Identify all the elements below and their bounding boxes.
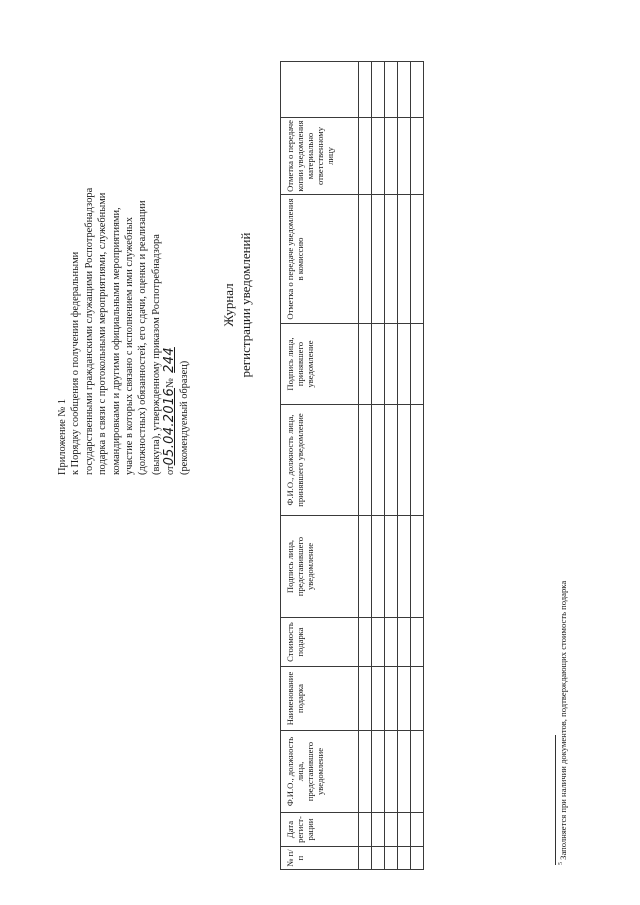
table-cell xyxy=(372,405,385,516)
column-header-date: Дата регист-рации xyxy=(281,813,359,847)
registration-table xyxy=(280,61,424,870)
table-cell xyxy=(372,667,385,731)
table-cell xyxy=(398,813,411,847)
table-cell xyxy=(385,195,398,324)
sample-note: (рекомендуемый образец) xyxy=(178,360,190,475)
footnote-marker: 5 xyxy=(558,862,565,865)
table-cell xyxy=(398,618,411,667)
table-cell xyxy=(385,667,398,731)
table-header-row xyxy=(281,62,359,870)
heading-line: участие в которых связано с исполнением ими служебных xyxy=(124,217,136,475)
table-cell xyxy=(385,118,398,195)
heading-line: (должностных) обязанностей, его сдачи, оценки и реализации xyxy=(137,200,149,475)
table-cell xyxy=(359,667,372,731)
handwritten-order-number: 244 xyxy=(162,347,178,373)
table-row xyxy=(398,62,411,870)
table-cell xyxy=(372,324,385,405)
table-cell xyxy=(398,667,411,731)
table-cell xyxy=(372,118,385,195)
table-cell xyxy=(372,62,385,118)
table-row xyxy=(359,62,372,870)
table-cell xyxy=(359,516,372,618)
table-cell xyxy=(359,813,372,847)
table-cell xyxy=(411,62,424,118)
table-cell xyxy=(385,731,398,813)
journal-subtitle: регистрации уведомлений xyxy=(238,232,253,378)
table-cell xyxy=(398,405,411,516)
table-cell xyxy=(398,118,411,195)
table-cell xyxy=(411,516,424,618)
table-row xyxy=(385,62,398,870)
table-cell xyxy=(372,731,385,813)
table-cell xyxy=(385,618,398,667)
table-cell xyxy=(359,618,372,667)
heading-line: подарка в связи с протокольными мероприятиями, служебными xyxy=(97,192,109,475)
table-cell xyxy=(411,195,424,324)
column-header-number: № п/п xyxy=(281,847,359,870)
table-cell xyxy=(359,62,372,118)
journal-title-block xyxy=(220,5,254,605)
table-cell xyxy=(359,118,372,195)
table-cell xyxy=(359,324,372,405)
table-cell xyxy=(411,118,424,195)
table-cell xyxy=(398,516,411,618)
table-cell xyxy=(372,813,385,847)
column-header-copy-mark: Отметка о передаче копии уведомления материально ответственному лицу xyxy=(281,118,359,195)
table-cell xyxy=(411,405,424,516)
heading-line: государственными гражданскими служащими Роспотребнадзора xyxy=(83,187,95,475)
column-header-receiver-signature: Подпись лица, принявшего уведомление xyxy=(281,324,359,405)
column-header-presenter-signature: Подпись лица, представившего уведомление xyxy=(281,516,359,618)
footnote xyxy=(558,581,568,865)
table-cell xyxy=(411,813,424,847)
table-cell xyxy=(359,405,372,516)
appendix-heading xyxy=(56,55,191,475)
table-cell xyxy=(398,731,411,813)
table-cell xyxy=(385,62,398,118)
table-cell xyxy=(385,516,398,618)
table-row xyxy=(372,62,385,870)
column-header-gift-name: Наименование подарка xyxy=(281,667,359,731)
heading-line: Приложение № 1 xyxy=(57,398,68,475)
order-prefix: от xyxy=(165,465,177,475)
column-header-gift-value: Стоимость подарка xyxy=(281,618,359,667)
footnote-separator xyxy=(555,735,556,865)
table-row xyxy=(411,62,424,870)
table-cell xyxy=(372,618,385,667)
column-header-commission-mark: Отметка о передаче уведомления в комиссию xyxy=(281,195,359,324)
table-body xyxy=(359,62,424,870)
table-cell xyxy=(411,847,424,870)
table-cell xyxy=(359,731,372,813)
table-cell xyxy=(385,405,398,516)
table-cell xyxy=(359,847,372,870)
column-header-blank xyxy=(281,62,359,118)
table-cell xyxy=(398,195,411,324)
heading-line: командировками и другими официальными мероприятиями, xyxy=(110,207,122,475)
table-cell xyxy=(385,847,398,870)
table-cell xyxy=(411,618,424,667)
order-line xyxy=(163,55,177,475)
table-cell xyxy=(398,324,411,405)
table-cell xyxy=(398,62,411,118)
table-cell xyxy=(372,516,385,618)
table-cell xyxy=(398,847,411,870)
table-cell xyxy=(411,324,424,405)
journal-title: Журнал xyxy=(221,283,236,327)
handwritten-order-date: 05.04.2016 xyxy=(162,387,178,466)
column-header-receiver-name: Ф.И.О., должность лица, принявшего уведомление xyxy=(281,405,359,516)
table-cell xyxy=(359,195,372,324)
table-cell xyxy=(372,195,385,324)
table-cell xyxy=(385,813,398,847)
heading-line: (выкупа), утвержденному приказом Роспотребнадзора xyxy=(150,234,162,475)
footnote-text: Заполняется при наличии документов, подтверждающих стоимость подарка xyxy=(558,580,568,862)
table-cell xyxy=(411,731,424,813)
table-cell xyxy=(372,847,385,870)
heading-line: к Порядку сообщения о получении федеральными xyxy=(70,251,82,475)
column-header-presenter-name: Ф.И.О., должность лица, представившего уведомление xyxy=(281,731,359,813)
order-number-prefix: № xyxy=(165,378,177,388)
table-cell xyxy=(411,667,424,731)
table-cell xyxy=(385,324,398,405)
